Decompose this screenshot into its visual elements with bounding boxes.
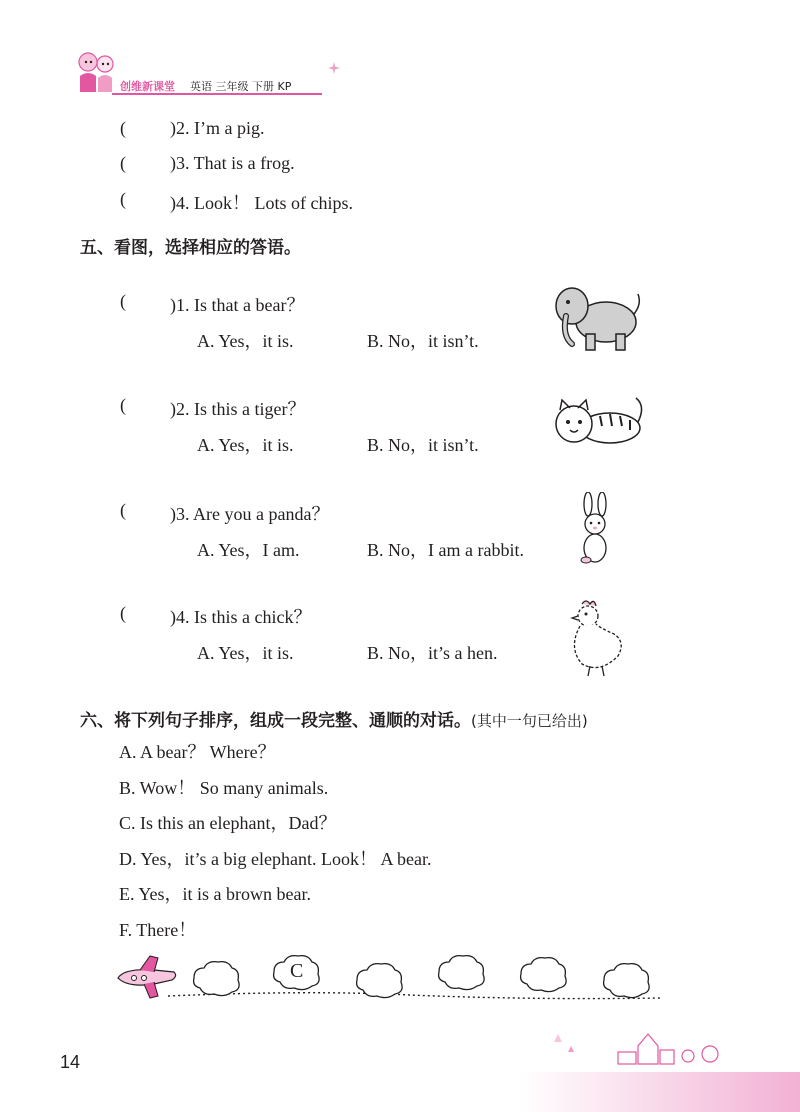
answer-paren[interactable]: (: [120, 291, 126, 311]
option-a: A. Yes，it is.: [197, 643, 294, 663]
kids-logo-icon: [72, 48, 122, 98]
question-text: )4. Look！ Lots of chips.: [170, 193, 353, 213]
rabbit-picture: [572, 492, 618, 566]
page-number: 14: [60, 1052, 81, 1072]
question-text: )2. I’m a pig.: [170, 118, 265, 138]
brand-name: 创维新课堂: [120, 80, 175, 93]
sentence-item: C. Is this an elephant，Dad？: [119, 813, 337, 833]
hen-picture: [560, 598, 630, 680]
answer-paren[interactable]: (: [120, 118, 126, 138]
answer-cloud-6[interactable]: [600, 960, 652, 1002]
option-a: A. Yes，it is.: [197, 435, 294, 455]
answer-paren[interactable]: (: [120, 500, 126, 520]
option-b: B. No，it isn’t.: [367, 435, 479, 455]
castle-decoration-icon: [548, 1024, 728, 1074]
section-5-title: 五、看图，选择相应的答语。: [80, 238, 301, 258]
option-a: A. Yes，I am.: [197, 540, 300, 560]
header-rule: [112, 93, 322, 95]
question-text: )3. Are you a panda？: [170, 504, 330, 524]
sentence-item: A. A bear？ Where？: [119, 742, 276, 762]
section-6-note: (其中一句已给出): [471, 712, 588, 730]
sentence-item: F. There！: [119, 920, 197, 940]
question-text: )4. Is this a chick？: [170, 607, 312, 627]
sparkle-icon: [328, 62, 340, 74]
page-header: [72, 48, 332, 100]
question-text: )3. That is a frog.: [170, 153, 295, 173]
answer-paren[interactable]: (: [120, 395, 126, 415]
airplane-icon: [118, 956, 176, 998]
tiger-picture: [550, 392, 646, 454]
given-answer-label: C: [290, 960, 304, 982]
answer-sequence-strip: [110, 948, 670, 1018]
section-6-title-text: 六、将下列句子排序，组成一段完整、通顺的对话。: [80, 711, 471, 731]
section-6-title: [80, 706, 588, 731]
sentence-item: E. Yes，it is a brown bear.: [119, 884, 311, 904]
sentence-item: B. Wow！ So many animals.: [119, 778, 329, 798]
answer-paren[interactable]: (: [120, 603, 126, 623]
answer-paren[interactable]: (: [120, 153, 126, 173]
sentence-item: D. Yes，it’s a big elephant. Look！ A bear.: [119, 849, 432, 869]
answer-cloud-1[interactable]: [190, 958, 242, 1000]
option-b: B. No，it isn’t.: [367, 331, 479, 351]
question-text: )1. Is that a bear？: [170, 295, 305, 315]
answer-paren[interactable]: (: [120, 189, 126, 209]
answer-cloud-5[interactable]: [517, 954, 569, 996]
option-b: B. No，I am a rabbit.: [367, 540, 524, 560]
option-b: B. No，it’s a hen.: [367, 643, 498, 663]
question-text: )2. Is this a tiger？: [170, 399, 306, 419]
answer-cloud-3[interactable]: [353, 960, 405, 1002]
answer-cloud-4[interactable]: [435, 952, 487, 994]
book-subject: 英语 三年级 下册 KP: [190, 80, 292, 93]
option-a: A. Yes，it is.: [197, 331, 294, 351]
elephant-picture: [548, 278, 644, 354]
footer-decoration: [520, 1072, 800, 1112]
